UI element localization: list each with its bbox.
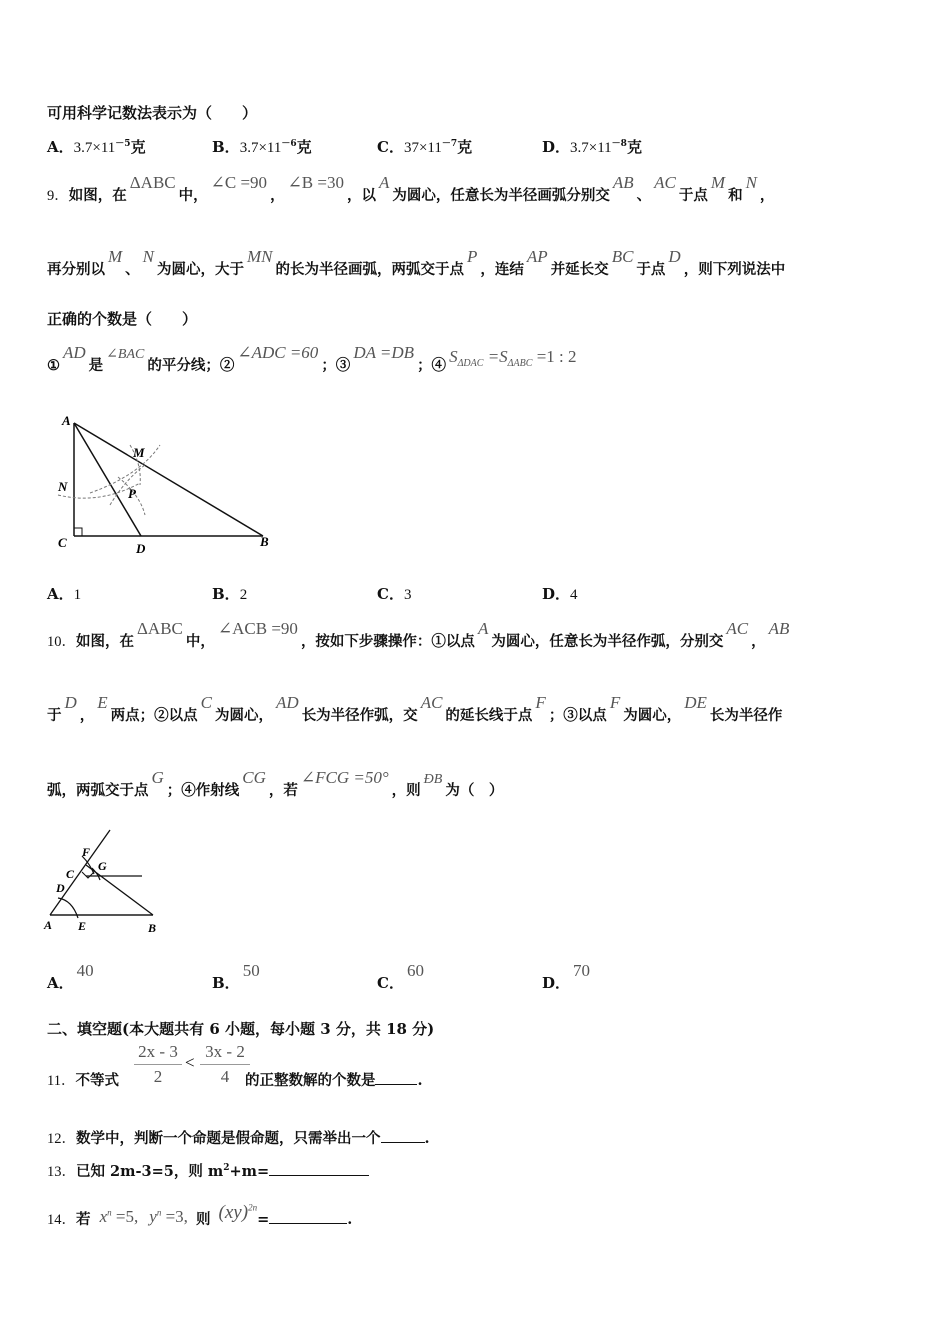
q9-statements: ①AD是∠BAC的平分线；②∠ADC =60；③DA =DB；④ $S_{\Delta DAC} =S_{\Delta ABC} =1$ : 2 xyxy=(47,343,577,374)
q10-line1: 10．如图，在ΔABC中，∠ACB =90，按如下步骤操作：①以点A为圆心，任意长为半径作弧，分别交AC，AB xyxy=(47,619,790,650)
q11-operator: < xyxy=(185,1053,195,1072)
label-n: N xyxy=(58,479,68,494)
q9-line3: 正确的个数是（ ） xyxy=(47,310,198,328)
label-g: G xyxy=(98,859,107,873)
label-e: E xyxy=(78,919,87,933)
q13-answer-blank[interactable] xyxy=(269,1161,369,1176)
q9-triangle-figure xyxy=(50,405,280,565)
label-b: B xyxy=(260,534,269,549)
q11-line: 11．不等式 的正整数解的个数是 . xyxy=(47,1072,423,1089)
q8-option-d[interactable]: D．$3.7\times 11^{-8}$克 xyxy=(542,138,642,156)
label-d: D xyxy=(136,541,146,556)
label-p: P xyxy=(128,486,136,501)
q11-answer-blank[interactable] xyxy=(375,1070,417,1085)
q9-line1: 9．如图，在ΔABC中，∠C =90，∠B =30，以A为圆心，任意长为半径画弧分别交AB、AC于点M和N， xyxy=(47,173,775,204)
label-c: C xyxy=(66,867,75,881)
q11-fraction-1: $\frac{2x - 3}{2}$ xyxy=(134,1042,182,1087)
q10-option-c[interactable]: C．60 xyxy=(377,961,424,992)
q10-option-a[interactable]: A．40 xyxy=(47,961,94,992)
label-a: A xyxy=(44,918,53,932)
q11-fraction-2: $\frac{3x - 2}{4}$ xyxy=(200,1042,250,1087)
q8-option-b[interactable]: B．$3.7\times 11^{-6}$克 xyxy=(212,138,312,156)
q9-line2: 再分别以M、N为圆心，大于MN的长为半径画弧，两弧交于点P，连结AP并延长交BC于点D，则下列说法中 xyxy=(47,247,786,278)
q9-option-b[interactable]: B．2 xyxy=(212,585,248,603)
label-m: M xyxy=(133,445,145,460)
q9-option-a[interactable]: A．1 xyxy=(47,585,82,603)
q8-option-c[interactable]: C．$37\times 11^{-7}$克 xyxy=(377,138,473,156)
q9-option-d[interactable]: D．4 xyxy=(542,585,578,603)
label-f: F xyxy=(82,845,91,859)
section-title: 二、填空题(本大题共有 6 小题，每小题 3 分，共 18 分) xyxy=(47,1020,435,1038)
q14-answer-blank[interactable] xyxy=(269,1209,347,1224)
q8-option-a[interactable]: A．$3.7\times 11^{-5}$克 xyxy=(47,138,146,156)
label-b: B xyxy=(148,921,157,935)
label-d: D xyxy=(56,881,65,895)
q12-answer-blank[interactable] xyxy=(381,1128,425,1143)
q10-option-d[interactable]: D．70 xyxy=(542,961,591,992)
q12-line: 12．数学中，判断一个命题是假命题，只需举出一个 . xyxy=(47,1130,430,1147)
q8-stem: 可用科学记数法表示为（ ） xyxy=(47,104,258,122)
q10-line3: 弧，两弧交于点G；④作射线CG，若∠FCG =50°，则ÐB为（ ） xyxy=(47,768,504,799)
q13-line: 13．已知 2m-3=5，则 $m^2+m=$ xyxy=(47,1160,369,1181)
q14-line: 14．若 $x^n =5$, $y^n =3$, 则 (xy)$^{2n}$= . xyxy=(47,1202,353,1228)
label-a: A xyxy=(62,413,71,428)
q10-option-b[interactable]: B．50 xyxy=(212,961,260,992)
q10-line2: 于D，E两点；②以点C为圆心，AD长为半径作弧，交AC的延长线于点F；③以点F为圆心，DE长为半径作 xyxy=(47,693,783,724)
q9-option-c[interactable]: C．3 xyxy=(377,585,412,603)
label-c: C xyxy=(58,535,67,550)
q10-triangle-figure xyxy=(42,828,167,938)
